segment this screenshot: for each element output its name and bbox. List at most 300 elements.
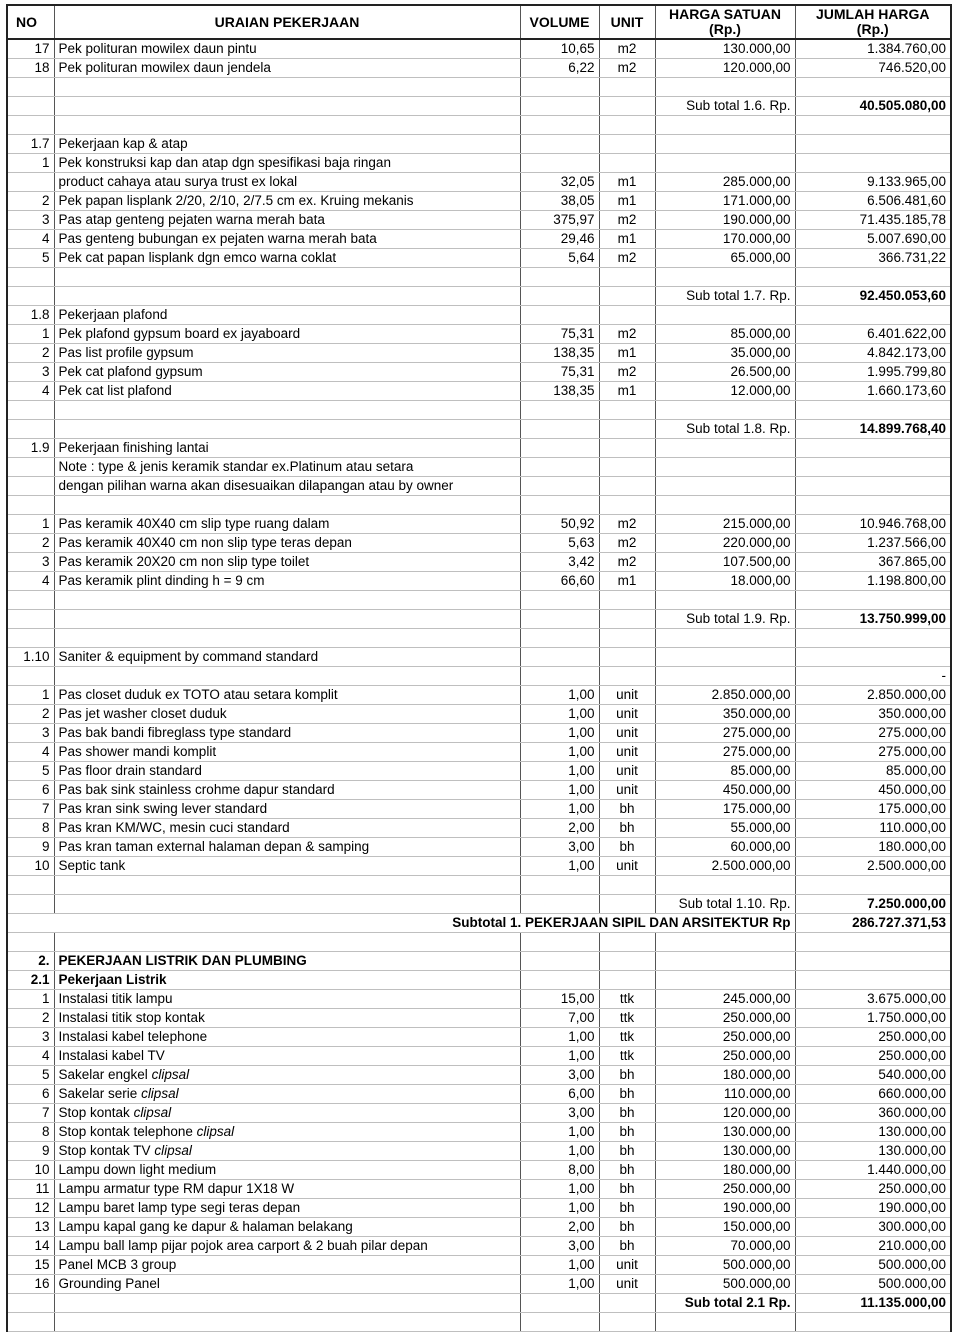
header-unit-price [655, 5, 795, 39]
item-unit-price: 285.000,00 [655, 173, 795, 192]
cell-unit [599, 97, 655, 116]
item-number: 5 [7, 249, 54, 268]
item-number: 17 [7, 39, 54, 59]
cell-unit [599, 268, 655, 287]
cell-total [795, 78, 951, 97]
item-description [54, 192, 520, 211]
item-unit-price: 275.000,00 [655, 724, 795, 743]
item-description [54, 1104, 520, 1123]
item-unit: bh [599, 1104, 655, 1123]
item-number: 16 [7, 1275, 54, 1294]
item-total: - [795, 667, 951, 686]
item-row [7, 762, 951, 781]
item-description [54, 1275, 520, 1294]
blank-row [7, 268, 951, 287]
item-row [7, 572, 951, 591]
item-unit: m1 [599, 230, 655, 249]
item-description [54, 534, 520, 553]
item-description [54, 1256, 520, 1275]
item-row [7, 59, 951, 78]
note-row [7, 458, 951, 477]
item-description [54, 39, 520, 59]
blank-row [7, 629, 951, 648]
cell-description [54, 268, 520, 287]
item-unit-price: 500.000,00 [655, 1256, 795, 1275]
item-total: 350.000,00 [795, 705, 951, 724]
item-volume: 75,31 [520, 363, 599, 382]
item-description-text: Pek polituran mowilex daun jendela [58, 60, 271, 75]
item-total: 5.007.690,00 [795, 230, 951, 249]
cell-no [7, 1313, 54, 1332]
item-description [54, 1161, 520, 1180]
item-total: 540.000,00 [795, 1066, 951, 1085]
grand-subtotal-label: Subtotal 1. PEKERJAAN SIPIL DAN ARSITEKTUR Rp [7, 914, 795, 933]
item-row [7, 1161, 951, 1180]
section-title: Pekerjaan plafond [54, 306, 520, 325]
subtotal-row [7, 420, 951, 439]
item-total: 9.133.965,00 [795, 173, 951, 192]
item-description [54, 363, 520, 382]
subtotal-amount: 92.450.053,60 [795, 287, 951, 306]
cell-description [54, 401, 520, 420]
cell-description [54, 287, 520, 306]
item-unit-price: 85.000,00 [655, 762, 795, 781]
cell-unit-price [655, 268, 795, 287]
item-unit-price: 18.000,00 [655, 572, 795, 591]
item-volume: 6,22 [520, 59, 599, 78]
blank-row [7, 591, 951, 610]
item-volume: 1,00 [520, 800, 599, 819]
cell-no [7, 933, 54, 952]
item-description-text: Sakelar engkel [58, 1067, 148, 1082]
item-unit: m2 [599, 515, 655, 534]
item-row [7, 1142, 951, 1161]
section-title: Pekerjaan finishing lantai [54, 439, 520, 458]
item-volume: 1,00 [520, 781, 599, 800]
item-number: 8 [7, 819, 54, 838]
cell-volume [520, 591, 599, 610]
item-total: 367.865,00 [795, 553, 951, 572]
item-description-text: Pas atap genteng pejaten warna merah bata [58, 212, 325, 227]
section-row [7, 952, 951, 971]
item-unit: bh [599, 1199, 655, 1218]
item-description [54, 173, 520, 192]
item-brand: clipsal [141, 1086, 179, 1101]
item-total: 71.435.185,78 [795, 211, 951, 230]
item-description-text: Stop kontak telephone [58, 1124, 193, 1139]
item-unit: bh [599, 1237, 655, 1256]
item-description [54, 325, 520, 344]
item-description [54, 1237, 520, 1256]
subtotal-amount: 11.135.000,00 [795, 1294, 951, 1313]
item-description [54, 724, 520, 743]
item-unit: m1 [599, 192, 655, 211]
item-description-text: Sakelar serie [58, 1086, 138, 1101]
item-row [7, 1199, 951, 1218]
item-row [7, 192, 951, 211]
item-volume: 1,00 [520, 1275, 599, 1294]
item-number: 14 [7, 1237, 54, 1256]
item-unit: m2 [599, 325, 655, 344]
item-row [7, 230, 951, 249]
item-description-text: Pek cat list plafond [58, 383, 172, 398]
subtotal-row [7, 287, 951, 306]
item-total: 250.000,00 [795, 1180, 951, 1199]
item-unit: bh [599, 1218, 655, 1237]
header-volume: VOLUME [520, 5, 599, 39]
section-number: 2. [7, 952, 54, 971]
item-unit-price: 130.000,00 [655, 1123, 795, 1142]
section-title: Saniter & equipment by command standard [54, 648, 520, 667]
cell-unit [599, 401, 655, 420]
item-description [54, 553, 520, 572]
item-description-text: Pek papan lisplank 2/20, 2/10, 2/7.5 cm ex. Kruing mekanis [58, 193, 414, 208]
item-description-text: Grounding Panel [58, 1276, 160, 1291]
cell-total [795, 439, 951, 458]
item-volume: 10,65 [520, 39, 599, 59]
item-row [7, 1028, 951, 1047]
item-description-text: Stop kontak TV [58, 1143, 151, 1158]
item-description-text: Instalasi titik stop kontak [58, 1010, 205, 1025]
item-row [7, 515, 951, 534]
section-row [7, 135, 951, 154]
cell-volume [520, 268, 599, 287]
item-description [54, 800, 520, 819]
cell-volume [520, 1294, 599, 1313]
item-number: 9 [7, 1142, 54, 1161]
item-number: 2 [7, 344, 54, 363]
item-description-text: Instalasi kabel TV [58, 1048, 165, 1063]
header-total-price-line1: JUMLAH HARGA [815, 6, 930, 22]
item-description [54, 1218, 520, 1237]
item-row [7, 1275, 951, 1294]
item-unit-price: 250.000,00 [655, 1009, 795, 1028]
item-number: 1 [7, 686, 54, 705]
cell-description [54, 1294, 520, 1313]
item-description [54, 211, 520, 230]
item-description-text: Pas kran sink swing lever standard [58, 801, 268, 816]
item-total: 3.675.000,00 [795, 990, 951, 1009]
item-row [7, 857, 951, 876]
item-description-text: Septic tank [58, 858, 126, 873]
item-volume: 1,00 [520, 857, 599, 876]
item-description [54, 1123, 520, 1142]
item-unit: m1 [599, 173, 655, 192]
subtotal-amount: 13.750.999,00 [795, 610, 951, 629]
section-row [7, 648, 951, 667]
item-unit: bh [599, 1142, 655, 1161]
item-description [54, 1009, 520, 1028]
item-row [7, 1047, 951, 1066]
cell-unit [599, 1294, 655, 1313]
item-description-text: Pas genteng bubungan ex pejaten warna merah bata [58, 231, 377, 246]
cell-no [7, 876, 54, 895]
item-total [795, 154, 951, 173]
item-unit-price: 26.500,00 [655, 363, 795, 382]
item-unit-price [655, 154, 795, 173]
item-description-text: Pas closet duduk ex TOTO atau setara komplit [58, 687, 338, 702]
cell-description [54, 116, 520, 135]
item-total: 250.000,00 [795, 1028, 951, 1047]
section-number: 1.8 [7, 306, 54, 325]
item-unit-price: 70.000,00 [655, 1237, 795, 1256]
item-description [54, 1066, 520, 1085]
item-row [7, 154, 951, 173]
cell-total [795, 629, 951, 648]
cell-description [54, 97, 520, 116]
item-description-text: Pas shower mandi komplit [58, 744, 217, 759]
cell-no [7, 287, 54, 306]
item-unit: m2 [599, 59, 655, 78]
item-description-text: Lampu baret lamp type segi teras depan [58, 1200, 301, 1215]
item-row [7, 363, 951, 382]
subtotal-row [7, 1294, 951, 1313]
item-unit: bh [599, 1161, 655, 1180]
item-total: 746.520,00 [795, 59, 951, 78]
item-unit-price: 2.500.000,00 [655, 857, 795, 876]
section-title: PEKERJAAN LISTRIK DAN PLUMBING [54, 952, 520, 971]
item-number: 10 [7, 1161, 54, 1180]
subtotal-amount: 7.250.000,00 [795, 895, 951, 914]
cell-unit [599, 876, 655, 895]
item-total: 660.000,00 [795, 1085, 951, 1104]
cell-total [795, 477, 951, 496]
cell-total [795, 1313, 951, 1332]
item-description-text: Pek konstruksi kap dan atap dgn spesifikasi baja ringan [58, 155, 391, 170]
cell-no [7, 401, 54, 420]
item-number: 8 [7, 1123, 54, 1142]
cell-total [795, 876, 951, 895]
cell-description [54, 1313, 520, 1332]
item-number: 1 [7, 325, 54, 344]
subtotal-row [7, 97, 951, 116]
section-row [7, 439, 951, 458]
item-brand: clipsal [196, 1124, 235, 1139]
item-unit-price: 250.000,00 [655, 1047, 795, 1066]
item-description [54, 838, 520, 857]
item-unit-price: 275.000,00 [655, 743, 795, 762]
cell-unit [599, 895, 655, 914]
item-unit: ttk [599, 990, 655, 1009]
cell-unit-price [655, 971, 795, 990]
cell-volume [520, 135, 599, 154]
item-volume: 1,00 [520, 743, 599, 762]
item-row [7, 724, 951, 743]
cell-no [7, 268, 54, 287]
cell-volume [520, 496, 599, 515]
cell-unit [599, 135, 655, 154]
item-unit: bh [599, 800, 655, 819]
cell-volume [520, 952, 599, 971]
item-unit-price: 65.000,00 [655, 249, 795, 268]
cell-unit [599, 648, 655, 667]
item-unit-price: 2.850.000,00 [655, 686, 795, 705]
blank-row [7, 1313, 951, 1332]
item-volume: 75,31 [520, 325, 599, 344]
item-total: 275.000,00 [795, 724, 951, 743]
item-row [7, 743, 951, 762]
cell-unit [599, 287, 655, 306]
cell-volume [520, 78, 599, 97]
item-brand: clipsal [151, 1067, 190, 1082]
item-total: 366.731,22 [795, 249, 951, 268]
cell-unit [599, 1313, 655, 1332]
item-number: 4 [7, 230, 54, 249]
item-unit-price: 107.500,00 [655, 553, 795, 572]
item-unit-price [655, 667, 795, 686]
cell-no [7, 97, 54, 116]
note-row [7, 477, 951, 496]
header-total-price-line2: (Rp.) [856, 21, 889, 37]
item-total: 1.237.566,00 [795, 534, 951, 553]
item-unit: bh [599, 1085, 655, 1104]
item-description [54, 743, 520, 762]
item-volume: 6,00 [520, 1085, 599, 1104]
item-description [54, 1142, 520, 1161]
cell-unit-price [655, 591, 795, 610]
cell-no [7, 629, 54, 648]
item-unit-price: 12.000,00 [655, 382, 795, 401]
item-total: 110.000,00 [795, 819, 951, 838]
section-number: 2.1 [7, 971, 54, 990]
cell-volume [520, 629, 599, 648]
item-row [7, 1237, 951, 1256]
item-description [54, 1047, 520, 1066]
cell-total [795, 971, 951, 990]
item-description [54, 762, 520, 781]
cell-volume [520, 116, 599, 135]
cell-unit-price [655, 135, 795, 154]
header-total-price [795, 5, 951, 39]
item-volume: 5,64 [520, 249, 599, 268]
item-number: 12 [7, 1199, 54, 1218]
item-row [7, 344, 951, 363]
item-number: 4 [7, 382, 54, 401]
cell-unit-price [655, 458, 795, 477]
item-description-text: Pas keramik plint dinding h = 9 cm [58, 573, 265, 588]
item-description [54, 1085, 520, 1104]
item-unit-price: 120.000,00 [655, 1104, 795, 1123]
item-unit: bh [599, 838, 655, 857]
section-row [7, 971, 951, 990]
item-unit: unit [599, 781, 655, 800]
cell-total [795, 591, 951, 610]
cell-total [795, 458, 951, 477]
cell-unit [599, 610, 655, 629]
grand-subtotal-row [7, 914, 951, 933]
item-volume: 8,00 [520, 1161, 599, 1180]
item-volume: 3,00 [520, 838, 599, 857]
subtotal-row [7, 895, 951, 914]
item-unit-price: 130.000,00 [655, 39, 795, 59]
item-description [54, 154, 520, 173]
item-total: 180.000,00 [795, 838, 951, 857]
section-title: Pekerjaan kap & atap [54, 135, 520, 154]
header-no: NO [7, 5, 54, 39]
cell-unit-price [655, 629, 795, 648]
item-volume [520, 667, 599, 686]
item-description-text: Stop kontak [58, 1105, 130, 1120]
cell-total [795, 933, 951, 952]
cell-no [7, 1294, 54, 1313]
subtotal-label: Sub total 1.7. Rp. [655, 287, 795, 306]
item-number: 6 [7, 1085, 54, 1104]
item-total: 85.000,00 [795, 762, 951, 781]
item-volume: 1,00 [520, 1123, 599, 1142]
item-row [7, 1256, 951, 1275]
cell-volume [520, 401, 599, 420]
item-description-text: Pas jet washer closet duduk [58, 706, 227, 721]
item-row [7, 705, 951, 724]
item-description [54, 781, 520, 800]
item-row [7, 1085, 951, 1104]
blank-row [7, 78, 951, 97]
item-unit: unit [599, 1275, 655, 1294]
item-row [7, 667, 951, 686]
item-volume: 1,00 [520, 1047, 599, 1066]
item-unit: m1 [599, 572, 655, 591]
item-description [54, 686, 520, 705]
item-unit-price: 120.000,00 [655, 59, 795, 78]
item-volume: 1,00 [520, 1256, 599, 1275]
subtotal-amount: 14.899.768,40 [795, 420, 951, 439]
item-volume: 5,63 [520, 534, 599, 553]
item-volume: 1,00 [520, 686, 599, 705]
item-description [54, 59, 520, 78]
item-description [54, 572, 520, 591]
cell-unit [599, 933, 655, 952]
cell-unit [599, 629, 655, 648]
cell-volume [520, 477, 599, 496]
cell-unit-price [655, 306, 795, 325]
item-volume: 2,00 [520, 1218, 599, 1237]
blank-row [7, 116, 951, 135]
item-unit-price: 190.000,00 [655, 211, 795, 230]
item-unit: unit [599, 686, 655, 705]
blank-row [7, 401, 951, 420]
item-volume: 7,00 [520, 1009, 599, 1028]
item-number: 3 [7, 553, 54, 572]
item-description [54, 1180, 520, 1199]
item-unit-price: 245.000,00 [655, 990, 795, 1009]
item-unit-price: 171.000,00 [655, 192, 795, 211]
item-number: 11 [7, 1180, 54, 1199]
cell-volume [520, 458, 599, 477]
item-number: 6 [7, 781, 54, 800]
item-total: 2.850.000,00 [795, 686, 951, 705]
item-description-text: Pek plafond gypsum board ex jayaboard [58, 326, 301, 341]
item-volume: 138,35 [520, 344, 599, 363]
item-total: 500.000,00 [795, 1275, 951, 1294]
item-volume: 1,00 [520, 1180, 599, 1199]
item-description-text: Pas kran KM/WC, mesin cuci standard [58, 820, 290, 835]
item-total: 1.660.173,60 [795, 382, 951, 401]
grand-subtotal-amount: 286.727.371,53 [795, 914, 951, 933]
item-total: 500.000,00 [795, 1256, 951, 1275]
item-volume: 1,00 [520, 705, 599, 724]
table-body [7, 39, 951, 1332]
item-number: 5 [7, 1066, 54, 1085]
item-description [54, 1028, 520, 1047]
cell-description [54, 933, 520, 952]
item-row [7, 534, 951, 553]
item-volume: 2,00 [520, 819, 599, 838]
item-row [7, 686, 951, 705]
section-row [7, 306, 951, 325]
item-volume [520, 154, 599, 173]
cell-no [7, 420, 54, 439]
item-number: 18 [7, 59, 54, 78]
